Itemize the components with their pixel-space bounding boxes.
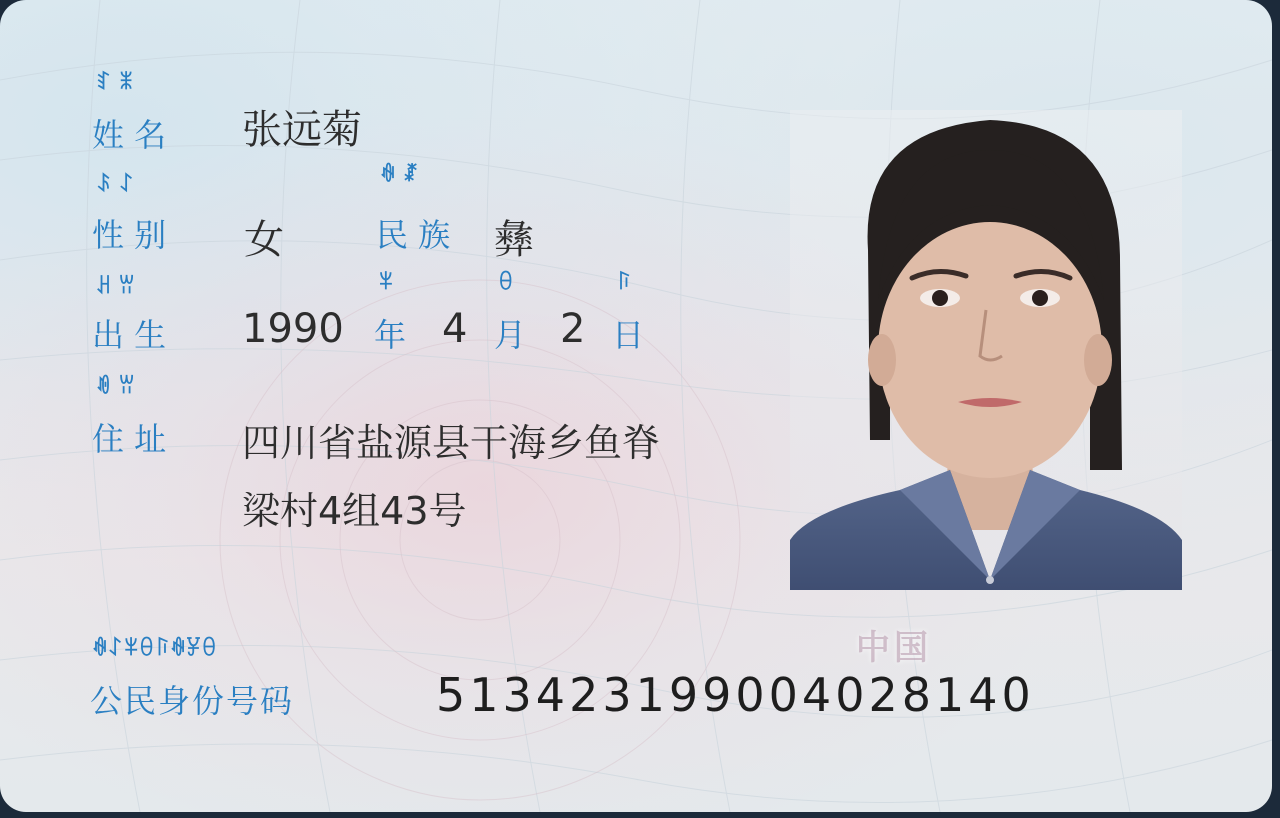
portrait-photo [790,110,1182,590]
name-label: 姓 名 [92,116,167,154]
address-yi-label: ꀑ ꀕ [96,374,135,398]
month-yi-label: ꆪ [498,270,514,294]
address-line-1: 四川省盐源县干海乡鱼脊 [242,421,661,465]
address-label: 住 址 [92,420,167,458]
birth-year-unit: 年 [374,316,407,354]
ethnicity-value: 彝 [494,217,534,263]
id-number-label: 公民身份号码 [90,682,295,720]
address-line-2: 梁村4组43号 [242,489,467,533]
hologram-emblem: 中国 [856,628,932,668]
year-yi-label: ꈎ [378,270,394,294]
id-number-value: 513423199004028140 [436,668,1035,722]
birth-year: 1990 [242,306,344,352]
day-yi-label: ꑍ [616,270,632,294]
birth-month: 4 [442,306,468,352]
id-yi-label: ꊿꋍꈎꆪꑍꊿꐯꆪ [92,636,217,660]
name-yi-label: ꆏ ꂓ [96,70,135,94]
ethnicity-label: 民 族 [376,216,451,254]
birth-month-unit: 月 [494,316,527,354]
birth-yi-label: ꃅ ꀕ [96,274,135,298]
sex-value: 女 [244,217,284,263]
birth-day-unit: 日 [612,316,645,354]
sex-yi-label: ꌺ ꋍ [96,172,135,196]
birth-label: 出 生 [92,316,167,354]
sex-label: 性 别 [92,216,167,254]
birth-day: 2 [560,306,586,352]
name-value: 张远菊 [242,107,362,153]
ethnicity-yi-label: ꊿ ꊨ [380,162,419,186]
